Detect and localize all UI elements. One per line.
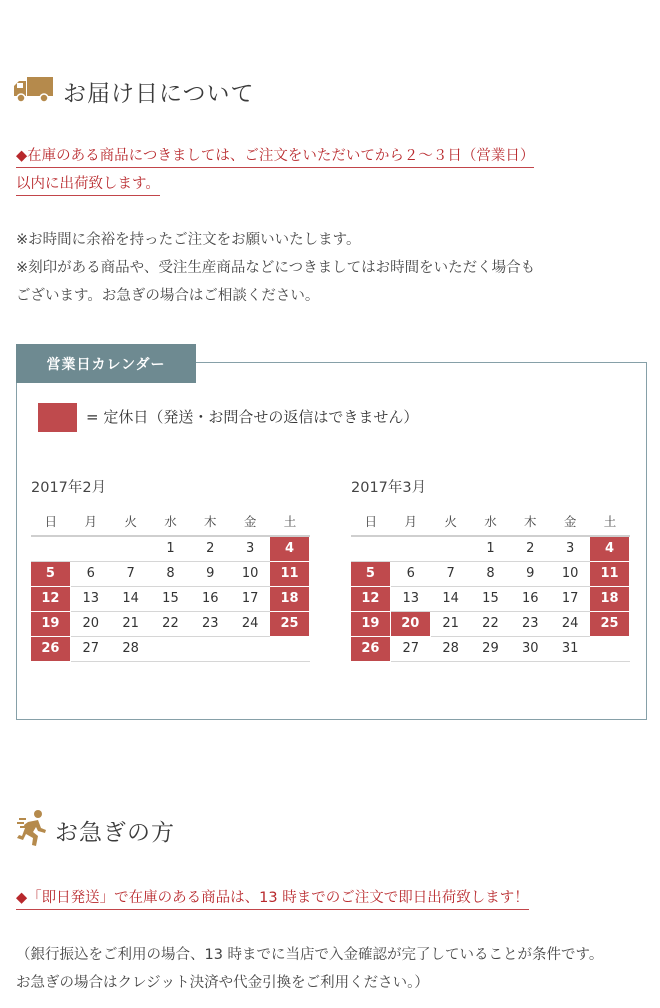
weekday-label: 火 [124,514,137,529]
day-cell: 15 [471,587,511,612]
delivery-notice-line1: ◆在庫のある商品につきましては、ご注文をいただいてから２〜３日（営業日） [16,146,534,168]
empty-cell [31,537,71,562]
day-cell: 17 [230,587,270,612]
holiday-day-cell: 26 [351,637,391,662]
day-cell: 3 [550,537,590,562]
urgent-note-2: お急ぎの場合はクレジット決済や代金引換をご利用ください。） [16,975,429,991]
empty-cell [111,537,151,562]
day-cell: 6 [391,562,431,587]
empty-cell [270,637,310,662]
day-cell: 23 [510,612,550,637]
weekday-label: 土 [603,514,617,529]
day-cell: 8 [471,562,511,587]
day-cell: 7 [431,562,471,587]
day-cell: 20 [71,612,111,637]
holiday-day-cell: 26 [31,637,71,662]
delivery-notice [16,142,534,198]
urgent-heading [16,808,175,852]
calendar-month-mar [351,475,630,662]
day-cell: 31 [550,637,590,662]
urgent-notes [16,941,603,997]
holiday-day-cell: 4 [590,537,630,562]
day-cell: 3 [230,537,270,562]
delivery-heading [13,74,255,108]
weekday-label: 水 [484,514,497,529]
month-title: 2017年2月 [31,480,107,496]
holiday-day-cell: 19 [31,612,71,637]
delivery-note-3: ございます。お急ぎの場合はご相談ください。 [16,288,320,304]
truck-icon [13,74,55,108]
day-cell: 27 [391,637,431,662]
weekday-label: 木 [524,514,537,529]
weekday-label: 火 [444,514,457,529]
weekday-header [31,513,310,537]
day-cell: 13 [71,587,111,612]
day-cell: 15 [151,587,191,612]
holiday-day-cell: 11 [590,562,630,587]
empty-cell [230,637,270,662]
day-cell: 10 [230,562,270,587]
holiday-day-cell: 12 [351,587,391,612]
weekday-label: 水 [164,514,177,529]
day-cell: 14 [111,587,151,612]
weekday-label: 日 [364,514,378,529]
empty-cell [590,637,630,662]
weekday-label: 月 [404,514,418,529]
urgent-heading-text: お急ぎの方 [55,819,175,846]
empty-cell [71,537,111,562]
holiday-day-cell: 4 [270,537,310,562]
day-grid [351,537,630,662]
delivery-note-1: ※お時間に余裕を持ったご注文をお願いいたします。 [16,232,361,248]
day-cell: 14 [431,587,471,612]
day-cell: 17 [550,587,590,612]
day-cell: 27 [71,637,111,662]
holiday-day-cell: 19 [351,612,391,637]
day-cell: 22 [151,612,191,637]
empty-cell [351,537,391,562]
day-cell: 28 [111,637,151,662]
holiday-day-cell: 18 [590,587,630,612]
delivery-notice-line2: 以内に出荷致します。 [16,174,160,196]
weekday-label: 金 [243,514,257,529]
holiday-day-cell: 25 [270,612,310,637]
day-cell: 24 [550,612,590,637]
urgent-notice-line: ◆「即日発送」で在庫のある商品は、13 時までのご注文で即日出荷致します！ [16,888,529,910]
weekday-header [351,513,630,537]
urgent-notice [16,884,529,912]
day-cell: 1 [151,537,191,562]
weekday-label: 月 [84,514,98,529]
day-cell: 24 [230,612,270,637]
day-cell: 10 [550,562,590,587]
day-cell: 21 [431,612,471,637]
empty-cell [391,537,431,562]
holiday-day-cell: 11 [270,562,310,587]
day-cell: 8 [151,562,191,587]
day-cell: 21 [111,612,151,637]
day-cell: 23 [190,612,230,637]
day-cell: 29 [471,637,511,662]
day-cell: 30 [510,637,550,662]
day-cell: 9 [510,562,550,587]
day-cell: 16 [190,587,230,612]
delivery-note-2: ※刻印がある商品や、受注生産商品などにつきましてはお時間をいただく場合も [16,260,536,276]
day-grid [31,537,310,662]
day-cell: 16 [510,587,550,612]
holiday-legend-text: = 定休日（発送・お問合せの返信はできません） [86,408,419,426]
day-cell: 6 [71,562,111,587]
weekday-label: 日 [44,514,58,529]
delivery-heading-text: お届け日について [63,80,255,107]
day-cell: 7 [111,562,151,587]
day-cell: 28 [431,637,471,662]
calendar-tab: 営業日カレンダー [16,344,196,383]
weekday-label: 木 [204,514,217,529]
holiday-day-cell: 12 [31,587,71,612]
holiday-day-cell: 5 [351,562,391,587]
urgent-note-1: （銀行振込をご利用の場合、13 時までに当店で入金確認が完了していることが条件です。 [16,947,604,963]
holiday-day-cell: 18 [270,587,310,612]
empty-cell [431,537,471,562]
holiday-legend-swatch [38,403,77,432]
calendar-month-feb [31,475,310,662]
empty-cell [151,637,191,662]
weekday-label: 土 [283,514,297,529]
running-person-icon [16,808,48,852]
day-cell: 1 [471,537,511,562]
month-title: 2017年3月 [351,480,427,496]
day-cell: 2 [510,537,550,562]
weekday-label: 金 [563,514,577,529]
delivery-notes [16,226,535,310]
day-cell: 13 [391,587,431,612]
day-cell: 9 [190,562,230,587]
day-cell: 22 [471,612,511,637]
holiday-day-cell: 25 [590,612,630,637]
day-cell: 2 [190,537,230,562]
holiday-day-cell: 5 [31,562,71,587]
holiday-day-cell: 20 [391,612,431,637]
empty-cell [190,637,230,662]
